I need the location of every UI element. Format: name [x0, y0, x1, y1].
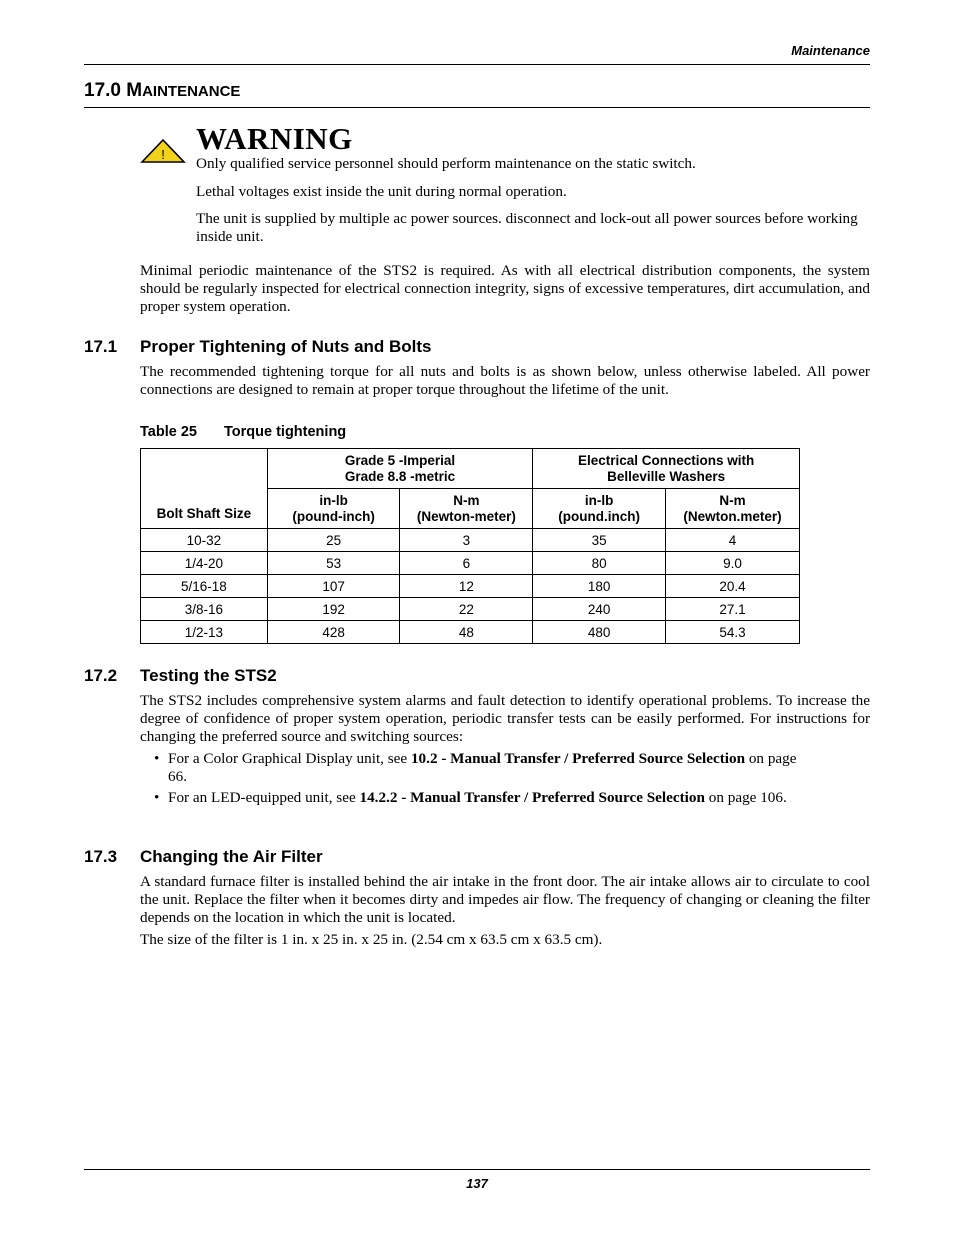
bolt-shaft-header: Bolt Shaft Size	[141, 449, 268, 529]
running-head: Maintenance	[791, 43, 870, 58]
table-cell: 80	[533, 552, 666, 575]
table-cell: 6	[400, 552, 533, 575]
section-heading-17-3: 17.3 Changing the Air Filter	[84, 847, 323, 866]
section-heading-17-2: 17.2 Testing the STS2	[84, 666, 277, 685]
table-cell: 180	[533, 575, 666, 598]
table-cell: 53	[267, 552, 400, 575]
page-number: 137	[466, 1176, 488, 1191]
section-17-3-body: A standard furnace filter is installed behind the air intake in the front door. The air intake allows air to circulate to cool the unit. Replace the filter when it becomes dirty and impedes air flow. The frequency of changing or cleaning the filter depends on the location in which the unit is located.	[140, 873, 870, 926]
warning-line: The unit is supplied by multiple ac power sources. disconnect and lock-out all power sources before working inside unit.	[196, 210, 858, 245]
table-cell: 5/16-18	[141, 575, 268, 598]
intro-paragraph: Minimal periodic maintenance of the STS2 is required. As with all electrical distribution components, the system should be regularly inspected for electrical connection integrity, signs of excessive temperatures, dirt accumulation, and proper system operation.	[140, 262, 870, 315]
table-row	[141, 552, 800, 575]
cross-reference-link[interactable]: 10.2 - Manual Transfer / Preferred Source Selection	[410, 750, 746, 767]
filter-size-paragraph: The size of the filter is 1 in. x 25 in. x 25 in. (2.54 cm x 63.5 cm x 63.5 cm).	[140, 931, 603, 948]
warning-line: Only qualified service personnel should perform maintenance on the static switch.	[196, 155, 696, 172]
table-cell: 1/2-13	[141, 621, 268, 644]
table-cell: 192	[267, 598, 400, 621]
warning-title: WARNING	[196, 121, 353, 156]
chapter-title-initial: M	[126, 80, 143, 101]
footer-rule	[84, 1169, 870, 1170]
section-heading-17-1: 17.1 Proper Tightening of Nuts and Bolts	[84, 337, 432, 356]
table-cell: 107	[267, 575, 400, 598]
table-cell: 3/8-16	[141, 598, 268, 621]
table-cell: 22	[400, 598, 533, 621]
table-row	[141, 621, 800, 644]
belleville-group-header: Electrical Connections with Belleville Washers	[533, 449, 800, 489]
table-row	[141, 529, 800, 552]
table-cell: 48	[400, 621, 533, 644]
chapter-rule	[84, 107, 870, 108]
table-cell: 480	[533, 621, 666, 644]
unit-header: N-m (Newton-meter)	[400, 489, 533, 529]
table-row	[141, 575, 800, 598]
section-17-1-body: The recommended tightening torque for all nuts and bolts is as shown below, unless otherwise labeled. All power connections are designed to remain at proper torque throughout the lifetime of the unit.	[140, 363, 870, 398]
header-rule	[84, 64, 870, 65]
unit-header: N-m (Newton.meter)	[666, 489, 800, 529]
chapter-title-rest: AINTENANCE	[142, 83, 241, 100]
unit-header: in-lb (pound-inch)	[267, 489, 400, 529]
bullet-dot: •	[154, 750, 160, 767]
table-cell: 20.4	[666, 575, 800, 598]
unit-header: in-lb (pound.inch)	[533, 489, 666, 529]
table-cell: 240	[533, 598, 666, 621]
chapter-title	[84, 79, 240, 104]
bullet-dot: •	[154, 789, 160, 806]
table-caption: Table 25 Torque tightening	[140, 424, 347, 440]
chapter-number: 17.0	[84, 80, 121, 101]
table-cell: 4	[666, 529, 800, 552]
table-cell: 1/4-20	[141, 552, 268, 575]
svg-text:!: !	[161, 147, 165, 162]
list-item: • For an LED-equipped unit, see 14.2.2 - Manual Transfer / Preferred Source Selection on page 106.	[154, 789, 787, 806]
table-cell: 27.1	[666, 598, 800, 621]
warning-triangle-icon	[140, 138, 186, 164]
table-cell: 3	[400, 529, 533, 552]
table-cell: 25	[267, 529, 400, 552]
list-item: • For a Color Graphical Display unit, see 10.2 - Manual Transfer / Preferred Source Selection on page 66.	[154, 750, 797, 785]
table-cell: 12	[400, 575, 533, 598]
table-cell: 10-32	[141, 529, 268, 552]
grade-group-header: Grade 5 -Imperial Grade 8.8 -metric	[267, 449, 533, 489]
torque-table	[140, 448, 800, 644]
cross-reference-link[interactable]: 14.2.2 - Manual Transfer / Preferred Source Selection	[359, 789, 705, 806]
table-cell: 54.3	[666, 621, 800, 644]
table-row	[141, 598, 800, 621]
table-cell: 9.0	[666, 552, 800, 575]
table-cell: 35	[533, 529, 666, 552]
section-17-2-body: The STS2 includes comprehensive system alarms and fault detection to identify operational problems. To increase the degree of confidence of proper system operation, periodic transfer tests can be easily performed. For instructions for changing the preferred source and switching sources:	[140, 692, 870, 745]
table-cell: 428	[267, 621, 400, 644]
warning-line: Lethal voltages exist inside the unit during normal operation.	[196, 183, 567, 200]
